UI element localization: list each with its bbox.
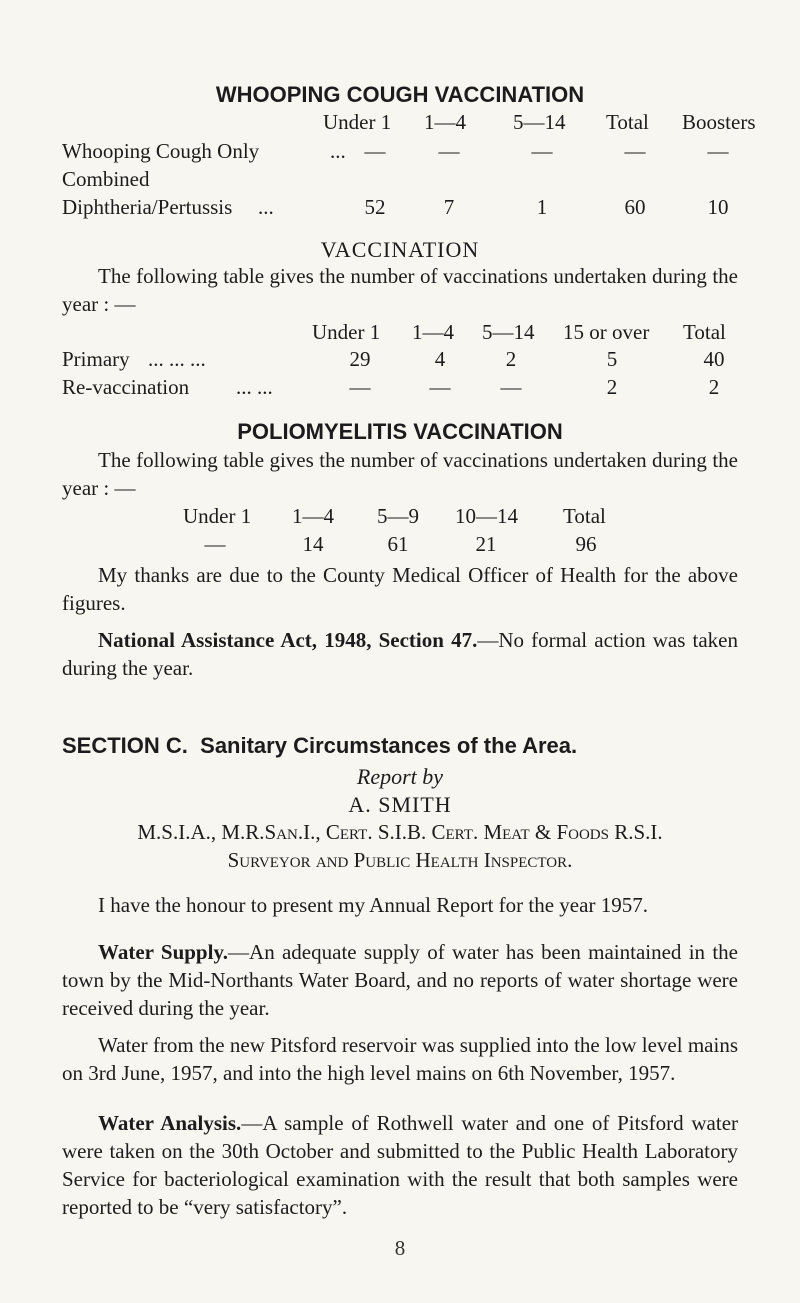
- polio-thanks: My thanks are due to the County Medical Officer of Health for the above figures.: [62, 563, 738, 615]
- national-assistance-lead: National Assistance Act, 1948, Section 47.: [98, 628, 478, 652]
- polio-cell: 96: [575, 532, 597, 556]
- whooping-header-under1: Under 1: [323, 110, 392, 134]
- polio-cell: 21: [475, 532, 497, 556]
- vaccination-header-under1: Under 1: [312, 320, 381, 344]
- report-author: A. SMITH: [348, 792, 452, 817]
- vaccination-cell: 29: [349, 347, 371, 371]
- polio-header-1-4: 1—4: [292, 504, 334, 528]
- whooping-cell: —: [624, 139, 646, 163]
- water-supply-paragraph: [62, 938, 738, 1022]
- whooping-row-dots: ...: [330, 139, 346, 163]
- section-c-title: Sanitary Circumstances of the Area.: [200, 733, 578, 758]
- polio-header-5-9: 5—9: [377, 504, 419, 528]
- whooping-header-total: Total: [606, 110, 649, 134]
- whooping-row-label: Diphtheria/Pertussis: [62, 195, 233, 219]
- vaccination-header-15-over: 15 or over: [563, 320, 650, 344]
- water-supply-lead: Water Supply.: [98, 940, 229, 964]
- honour-paragraph: I have the honour to present my Annual Report for the year 1957.: [98, 893, 648, 917]
- section-c-heading: [62, 733, 577, 759]
- pitsford-paragraph: Water from the new Pitsford reservoir was supplied into the low level mains on 3rd June, 1957, and into the high level mains on 6th November, 1957.: [62, 1033, 738, 1085]
- water-analysis-paragraph: [62, 1109, 738, 1221]
- national-assistance-text: —No formal action was taken during the year.: [62, 628, 739, 680]
- whooping-cell: —: [531, 139, 553, 163]
- vaccination-cell: —: [429, 375, 451, 399]
- polio-intro: The following table gives the number of vaccinations undertaken during the year : —: [62, 448, 738, 500]
- vaccination-cell: 4: [434, 347, 446, 371]
- whooping-cell: 60: [624, 195, 646, 219]
- polio-cell: 61: [387, 532, 409, 556]
- report-by: Report by: [356, 764, 444, 789]
- whooping-header-5-14: 5—14: [513, 110, 566, 134]
- whooping-header-boosters: Boosters: [682, 110, 756, 134]
- vaccination-cell: —: [349, 375, 371, 399]
- vaccination-header-total: Total: [683, 320, 726, 344]
- section-c-label: SECTION C.: [62, 733, 188, 758]
- vaccination-row-label: Primary: [62, 347, 130, 371]
- whooping-cell: 52: [364, 195, 386, 219]
- vaccination-cell: 2: [505, 347, 517, 371]
- polio-header-10-14: 10—14: [455, 504, 518, 528]
- author-qualifications: M.S.I.A., M.R.San.I., Cert. S.I.B. Cert. Meat & Foods R.S.I.: [137, 820, 663, 844]
- whooping-row-dots: ...: [258, 195, 274, 219]
- whooping-cell: —: [438, 139, 460, 163]
- whooping-title: WHOOPING COUGH VACCINATION: [215, 82, 585, 107]
- whooping-cell: —: [707, 139, 729, 163]
- water-analysis-text: —A sample of Rothwell water and one of Pitsford water were taken on the 30th October and submitted to the Public Health Laboratory Service for bacteriological examination with the result that both samples were reported to be “very satisfactory”.: [62, 1111, 739, 1219]
- water-analysis-lead: Water Analysis.: [98, 1111, 242, 1135]
- whooping-row-label: Whooping Cough Only: [62, 139, 260, 163]
- vaccination-row-label: Re-vaccination: [62, 375, 190, 399]
- whooping-cell: 1: [536, 195, 548, 219]
- vaccination-title: VACCINATION: [320, 237, 480, 262]
- vaccination-cell: 2: [606, 375, 618, 399]
- water-supply-text: —An adequate supply of water has been maintained in the town by the Mid-Northants Water Board, and no reports of water shortage were received during the year.: [62, 940, 738, 1020]
- vaccination-header-1-4: 1—4: [412, 320, 454, 344]
- polio-cell: 14: [302, 532, 324, 556]
- polio-header-total: Total: [563, 504, 606, 528]
- vaccination-header-5-14: 5—14: [482, 320, 535, 344]
- whooping-cell: 7: [443, 195, 455, 219]
- vaccination-row-dots: ... ...: [236, 375, 273, 399]
- polio-title: POLIOMYELITIS VACCINATION: [237, 419, 563, 444]
- whooping-cell: 10: [707, 195, 729, 219]
- whooping-row-label: Combined: [62, 167, 150, 191]
- vaccination-cell: 40: [703, 347, 725, 371]
- author-role: Surveyor and Public Health Inspector.: [227, 848, 573, 872]
- whooping-cell: —: [364, 139, 386, 163]
- vaccination-intro: The following table gives the number of vaccinations undertaken during the year : —: [62, 264, 738, 316]
- page-number: 8: [394, 1236, 406, 1260]
- vaccination-cell: 2: [708, 375, 720, 399]
- vaccination-row-dots: ... ... ...: [148, 347, 206, 371]
- polio-cell: —: [204, 532, 226, 556]
- national-assistance-paragraph: [62, 626, 738, 682]
- vaccination-cell: —: [500, 375, 522, 399]
- polio-header-under1: Under 1: [183, 504, 252, 528]
- whooping-header-1-4: 1—4: [424, 110, 466, 134]
- vaccination-cell: 5: [606, 347, 618, 371]
